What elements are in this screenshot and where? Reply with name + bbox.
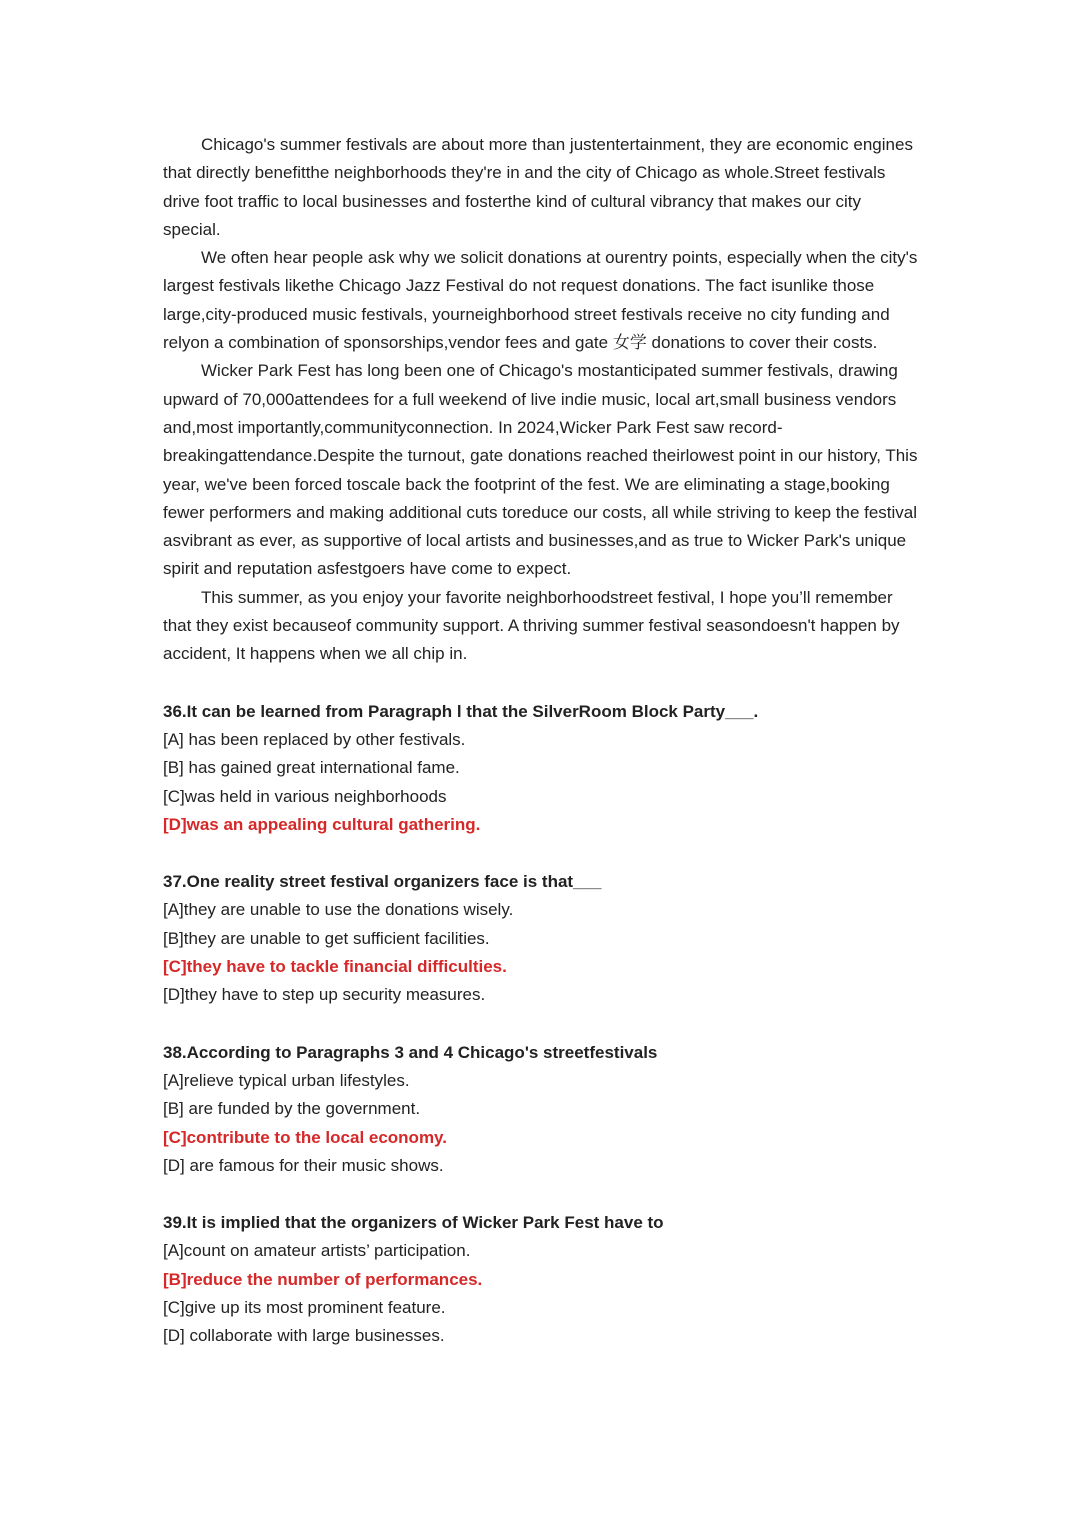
reading-passage [163, 131, 923, 669]
option-a: [A]they are unable to use the donations wisely. [163, 900, 514, 920]
option-a: [A]count on amateur artists’ participation. [163, 1241, 471, 1261]
option-c-correct-answer: [C]they have to tackle financial difficulties. [163, 957, 507, 977]
question-title: 39.It is implied that the organizers of Wicker Park Fest have to [163, 1213, 664, 1233]
question-38 [163, 1039, 923, 1180]
option-c: [C]give up its most prominent feature. [163, 1297, 446, 1317]
option-a: [A] has been replaced by other festivals. [163, 729, 466, 749]
question-title: 38.According to Paragraphs 3 and 4 Chicago's streetfestivals [163, 1042, 658, 1062]
option-d: [D]they have to step up security measures. [163, 985, 486, 1005]
option-b: [B]they are unable to get sufficient facilities. [163, 928, 490, 948]
question-37 [163, 868, 923, 1009]
option-d-correct-answer: [D]was an appealing cultural gathering. [163, 814, 481, 834]
question-36 [163, 698, 923, 839]
question-39 [163, 1209, 923, 1350]
option-b: [B] are funded by the government. [163, 1099, 421, 1119]
passage-paragraph-2: We often hear people ask why we solicit donations at ourentry points, especially when the city's largest festivals likethe Chicago Jazz Festival do not request donations. The fact isunlike those large,city-produced music festivals, yourneighborhood street festivals receive no city funding and relyon a combination of sponsorships,vendor fees and gate 女学 donations to cover their costs. [163, 248, 918, 353]
option-b: [B] has gained great international fame. [163, 758, 460, 778]
option-c: [C]was held in various neighborhoods [163, 786, 447, 806]
option-c-correct-answer: [C]contribute to the local economy. [163, 1127, 447, 1147]
option-d: [D] collaborate with large businesses. [163, 1326, 445, 1346]
option-d: [D] are famous for their music shows. [163, 1155, 444, 1175]
passage-paragraph-4: This summer, as you enjoy your favorite neighborhoodstreet festival, I hope you’ll remember that they exist becauseof community support. A thriving summer festival seasondoesn't happen by accident, It happens when we all chip in. [163, 587, 900, 664]
passage-paragraph-1: Chicago's summer festivals are about more than justentertainment, they are economic engines that directly benefitthe neighborhoods they're in and the city of Chicago as whole.Street festivals drive foot traffic to local businesses and fosterthe kind of cultural vibrancy that makes our city special. [163, 135, 913, 239]
question-title: 37.One reality street festival organizers face is that___ [163, 872, 602, 892]
document-page [163, 131, 923, 1351]
passage-paragraph-3: Wicker Park Fest has long been one of Chicago's mostanticipated summer festivals, drawing upward of 70,000attendees for a full weekend of live indie music, local art,small business vendors and,most importantly,communityconnection. In 2024,Wicker Park Fest saw record-breakingattendance.Despite the turnout, gate donations reached theirlowest point in our history, This year, we've been forced toscale back the footprint of the fest. We are eliminating a stage,booking fewer performers and making additional cuts toreduce our costs, all while striving to keep the festival asvibrant as ever, as supportive of local artists and businesses,and as true to Wicker Park's unique spirit and reputation asfestgoers have come to expect. [163, 361, 918, 579]
option-a: [A]relieve typical urban lifestyles. [163, 1070, 410, 1090]
question-title: 36.It can be learned from Paragraph l that the SilverRoom Block Party___. [163, 701, 759, 721]
option-b-correct-answer: [B]reduce the number of performances. [163, 1269, 483, 1289]
